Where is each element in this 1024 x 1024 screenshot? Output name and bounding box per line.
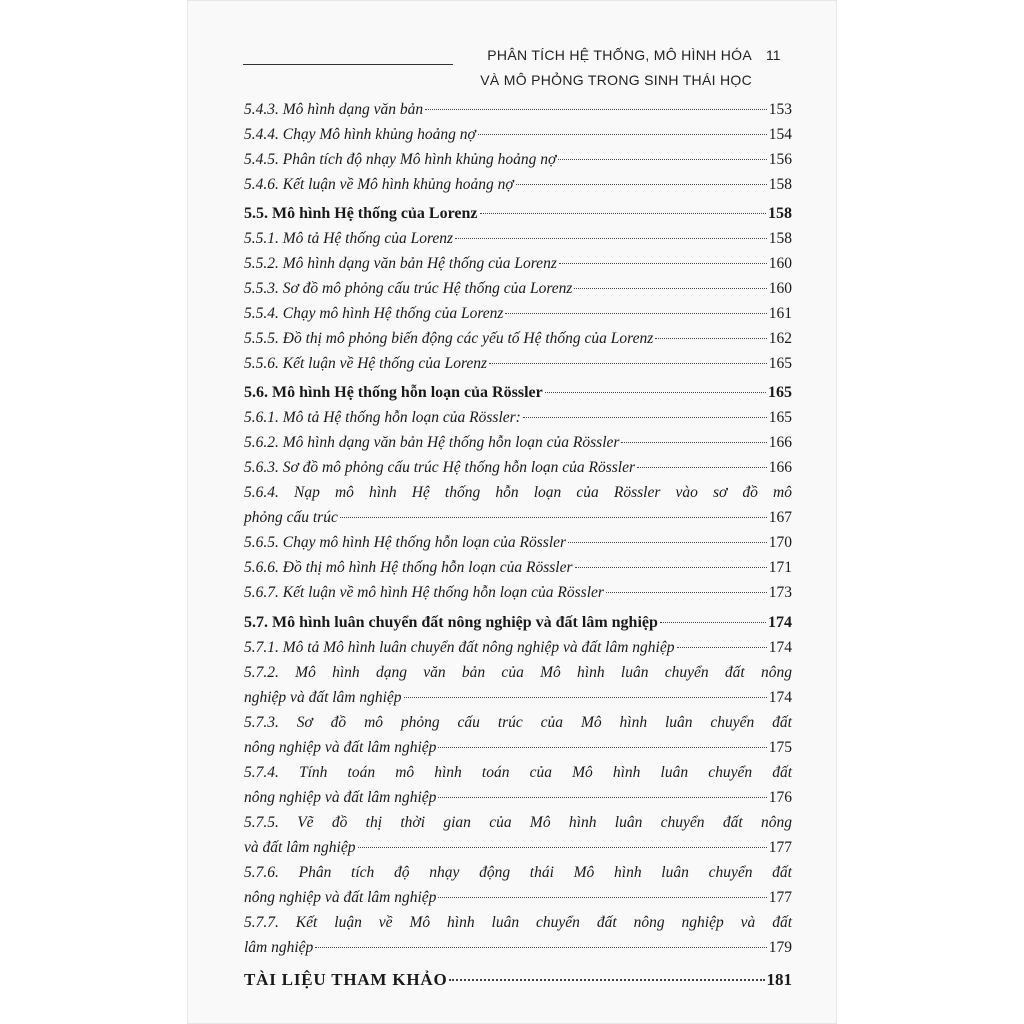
toc-entry-label: 5.6.5. Chạy mô hình Hệ thống hỗn loạn của Rössler — [244, 534, 567, 551]
toc-entry-page: 177 — [768, 889, 792, 906]
toc-entry-page: 166 — [768, 434, 792, 451]
toc-entry — [244, 255, 792, 273]
toc-entry — [244, 509, 792, 527]
toc-entry-page: 171 — [768, 559, 792, 576]
toc-entry-label-continued: lâm nghiệp — [244, 939, 314, 956]
dot-leader — [516, 184, 767, 185]
dot-leader — [568, 542, 767, 543]
dot-leader — [425, 109, 767, 110]
toc-entry-label: 5.4.6. Kết luận về Mô hình khủng hoảng nợ — [244, 176, 514, 193]
toc-entry-label: 5.5.4. Chạy mô hình Hệ thống của Lorenz — [244, 305, 504, 322]
dot-leader — [574, 288, 766, 289]
toc-entry-label: 5.6.6. Đồ thị mô hình Hệ thống hỗn loạn của Rössler — [244, 559, 573, 576]
toc-entry-label: 5.5.2. Mô hình dạng văn bản Hệ thống của Lorenz — [244, 255, 557, 272]
toc-entry-label: 5.7. Mô hình luân chuyển đất nông nghiệp và đất lâm nghiệp — [244, 614, 658, 631]
dot-leader — [558, 159, 767, 160]
toc-entry-page: 165 — [768, 355, 792, 372]
dot-leader — [545, 392, 766, 393]
toc-entry-label-continued: phỏng cấu trúc — [244, 509, 338, 526]
toc-entry-label: 5.7.2. Mô hình dạng văn bản của Mô hình luân chuyển đất nông — [244, 664, 792, 681]
dot-leader — [575, 567, 767, 568]
toc-section-heading — [244, 614, 792, 632]
toc-entry — [244, 230, 792, 248]
toc-entry — [244, 739, 792, 757]
toc-entry-label: 5.6.2. Mô hình dạng văn bản Hệ thống hỗn loạn của Rössler — [244, 434, 620, 451]
toc-entry-page: 167 — [768, 509, 792, 526]
dot-leader — [315, 947, 766, 948]
toc-entry-label: 5.7.7. Kết luận về Mô hình luân chuyển đất nông nghiệp và đất — [244, 914, 792, 931]
page-number: 11 — [766, 47, 781, 63]
dot-leader — [438, 747, 766, 748]
dot-leader — [340, 517, 767, 518]
toc-entry-label: 5.6.4. Nạp mô hình Hệ thống hỗn loạn của Rössler vào sơ đồ mô — [244, 484, 792, 501]
toc-entry-page: 160 — [768, 255, 792, 272]
toc-section-heading — [244, 384, 792, 402]
toc-section-heading — [244, 205, 792, 223]
dot-leader — [438, 897, 766, 898]
toc-entry-label-continued: nông nghiệp và đất lâm nghiệp — [244, 739, 437, 756]
toc-entry — [244, 559, 792, 577]
toc-entry-label: 5.4.4. Chạy Mô hình khủng hoảng nợ — [244, 126, 476, 143]
toc-entry — [244, 330, 792, 348]
toc-entry-label-continued: nghiệp và đất lâm nghiệp — [244, 689, 402, 706]
toc-entry-page: 176 — [768, 789, 792, 806]
toc-entry-label: 5.5.3. Sơ đồ mô phỏng cấu trúc Hệ thống của Lorenz — [244, 280, 573, 297]
toc-entry-page: 179 — [768, 939, 792, 956]
toc-entry-label: 5.5. Mô hình Hệ thống của Lorenz — [244, 205, 478, 222]
dot-leader — [358, 847, 767, 848]
toc-entry-label: 5.7.3. Sơ đồ mô phỏng cấu trúc của Mô hình luân chuyển đất — [244, 714, 792, 731]
toc-entry — [244, 305, 792, 323]
dot-leader — [480, 213, 767, 214]
toc-entry — [244, 639, 792, 657]
toc-entry-label-continued: nông nghiệp và đất lâm nghiệp — [244, 889, 437, 906]
toc-entry-page: 156 — [768, 151, 792, 168]
toc-entry-page: 154 — [768, 126, 792, 143]
running-header-line-1: PHÂN TÍCH HỆ THỐNG, MÔ HÌNH HÓA — [487, 47, 752, 63]
toc-entry — [244, 889, 792, 907]
toc-entry-label: 5.6.1. Mô tả Hệ thống hỗn loạn của Rössler: — [244, 409, 521, 426]
toc-entry — [244, 409, 792, 427]
toc-entry — [244, 789, 792, 807]
dot-leader — [489, 363, 767, 364]
dot-leader — [660, 622, 766, 623]
toc-entry-page: 153 — [768, 101, 792, 118]
dot-leader — [559, 263, 767, 264]
dot-leader — [523, 417, 767, 418]
toc-entry-label: 5.6.7. Kết luận về mô hình Hệ thống hỗn loạn của Rössler — [244, 584, 604, 601]
dot-leader — [478, 134, 767, 135]
toc-entry-page: 175 — [768, 739, 792, 756]
toc-entry-label: 5.4.3. Mô hình dạng văn bản — [244, 101, 424, 118]
toc-entry — [244, 280, 792, 298]
toc-entry-page: 158 — [768, 176, 792, 193]
toc-entry-label: 5.6.3. Sơ đồ mô phỏng cấu trúc Hệ thống hỗn loạn của Rössler — [244, 459, 636, 476]
toc-entry — [244, 584, 792, 602]
toc-entry — [244, 126, 792, 144]
dot-leader — [449, 979, 764, 981]
toc-entry — [244, 101, 792, 119]
toc-entry-label: TÀI LIỆU THAM KHẢO — [244, 970, 448, 989]
toc-entry-page: 173 — [768, 584, 792, 601]
running-header-line-2: VÀ MÔ PHỎNG TRONG SINH THÁI HỌC — [480, 72, 752, 88]
toc-entry-page: 174 — [768, 639, 792, 656]
toc-entry-label: 5.7.4. Tính toán mô hình toán của Mô hình luân chuyển đất — [244, 764, 792, 781]
toc-entry — [244, 151, 792, 169]
toc-entry-page: 170 — [768, 534, 792, 551]
toc-entry-label: 5.5.1. Mô tả Hệ thống của Lorenz — [244, 230, 454, 247]
toc-entry — [244, 839, 792, 857]
toc-entry — [244, 689, 792, 707]
dot-leader — [677, 647, 767, 648]
header-rule — [243, 64, 453, 65]
toc-entry — [244, 176, 792, 194]
toc-entry-page: 160 — [768, 280, 792, 297]
toc-entry-page: 158 — [768, 230, 792, 247]
toc-entry — [244, 939, 792, 957]
toc-entry — [244, 434, 792, 452]
toc-entry-page: 181 — [766, 970, 792, 989]
toc-entry-label: 5.6. Mô hình Hệ thống hỗn loạn của Rössler — [244, 384, 543, 401]
toc-entry — [244, 534, 792, 552]
dot-leader — [637, 467, 767, 468]
toc-entry-label-continued: nông nghiệp và đất lâm nghiệp — [244, 789, 437, 806]
toc-entry-label: 5.7.5. Vẽ đồ thị thời gian của Mô hình luân chuyển đất nông — [244, 814, 792, 831]
toc-entry — [244, 355, 792, 373]
toc-entry-page: 174 — [768, 689, 792, 706]
dot-leader — [438, 797, 766, 798]
toc-entry-page: 166 — [768, 459, 792, 476]
toc-entry — [244, 459, 792, 477]
toc-entry-page: 165 — [768, 409, 792, 426]
dot-leader — [455, 238, 767, 239]
toc-entry-label: 5.7.1. Mô tả Mô hình luân chuyển đất nông nghiệp và đất lâm nghiệp — [244, 639, 675, 656]
toc-entry-page: 174 — [768, 614, 792, 631]
toc-entry-page: 177 — [768, 839, 792, 856]
toc-entry-page: 165 — [768, 384, 792, 401]
toc-entry-page: 162 — [768, 330, 792, 347]
toc-entry-label: 5.4.5. Phân tích độ nhạy Mô hình khủng hoảng nợ — [244, 151, 557, 168]
dot-leader — [621, 442, 766, 443]
dot-leader — [404, 697, 767, 698]
toc-references-heading — [244, 970, 792, 990]
dot-leader — [655, 338, 766, 339]
toc-entry-label: 5.5.6. Kết luận về Hệ thống của Lorenz — [244, 355, 488, 372]
toc-entry-page: 161 — [768, 305, 792, 322]
toc-entry-label-continued: và đất lâm nghiệp — [244, 839, 356, 856]
toc-entry-page: 158 — [768, 205, 792, 222]
toc-entry-label: 5.7.6. Phân tích độ nhạy động thái Mô hình luân chuyển đất — [244, 864, 792, 881]
dot-leader — [606, 592, 767, 593]
toc-entry-label: 5.5.5. Đồ thị mô phỏng biến động các yếu tố Hệ thống của Lorenz — [244, 330, 654, 347]
dot-leader — [505, 313, 766, 314]
